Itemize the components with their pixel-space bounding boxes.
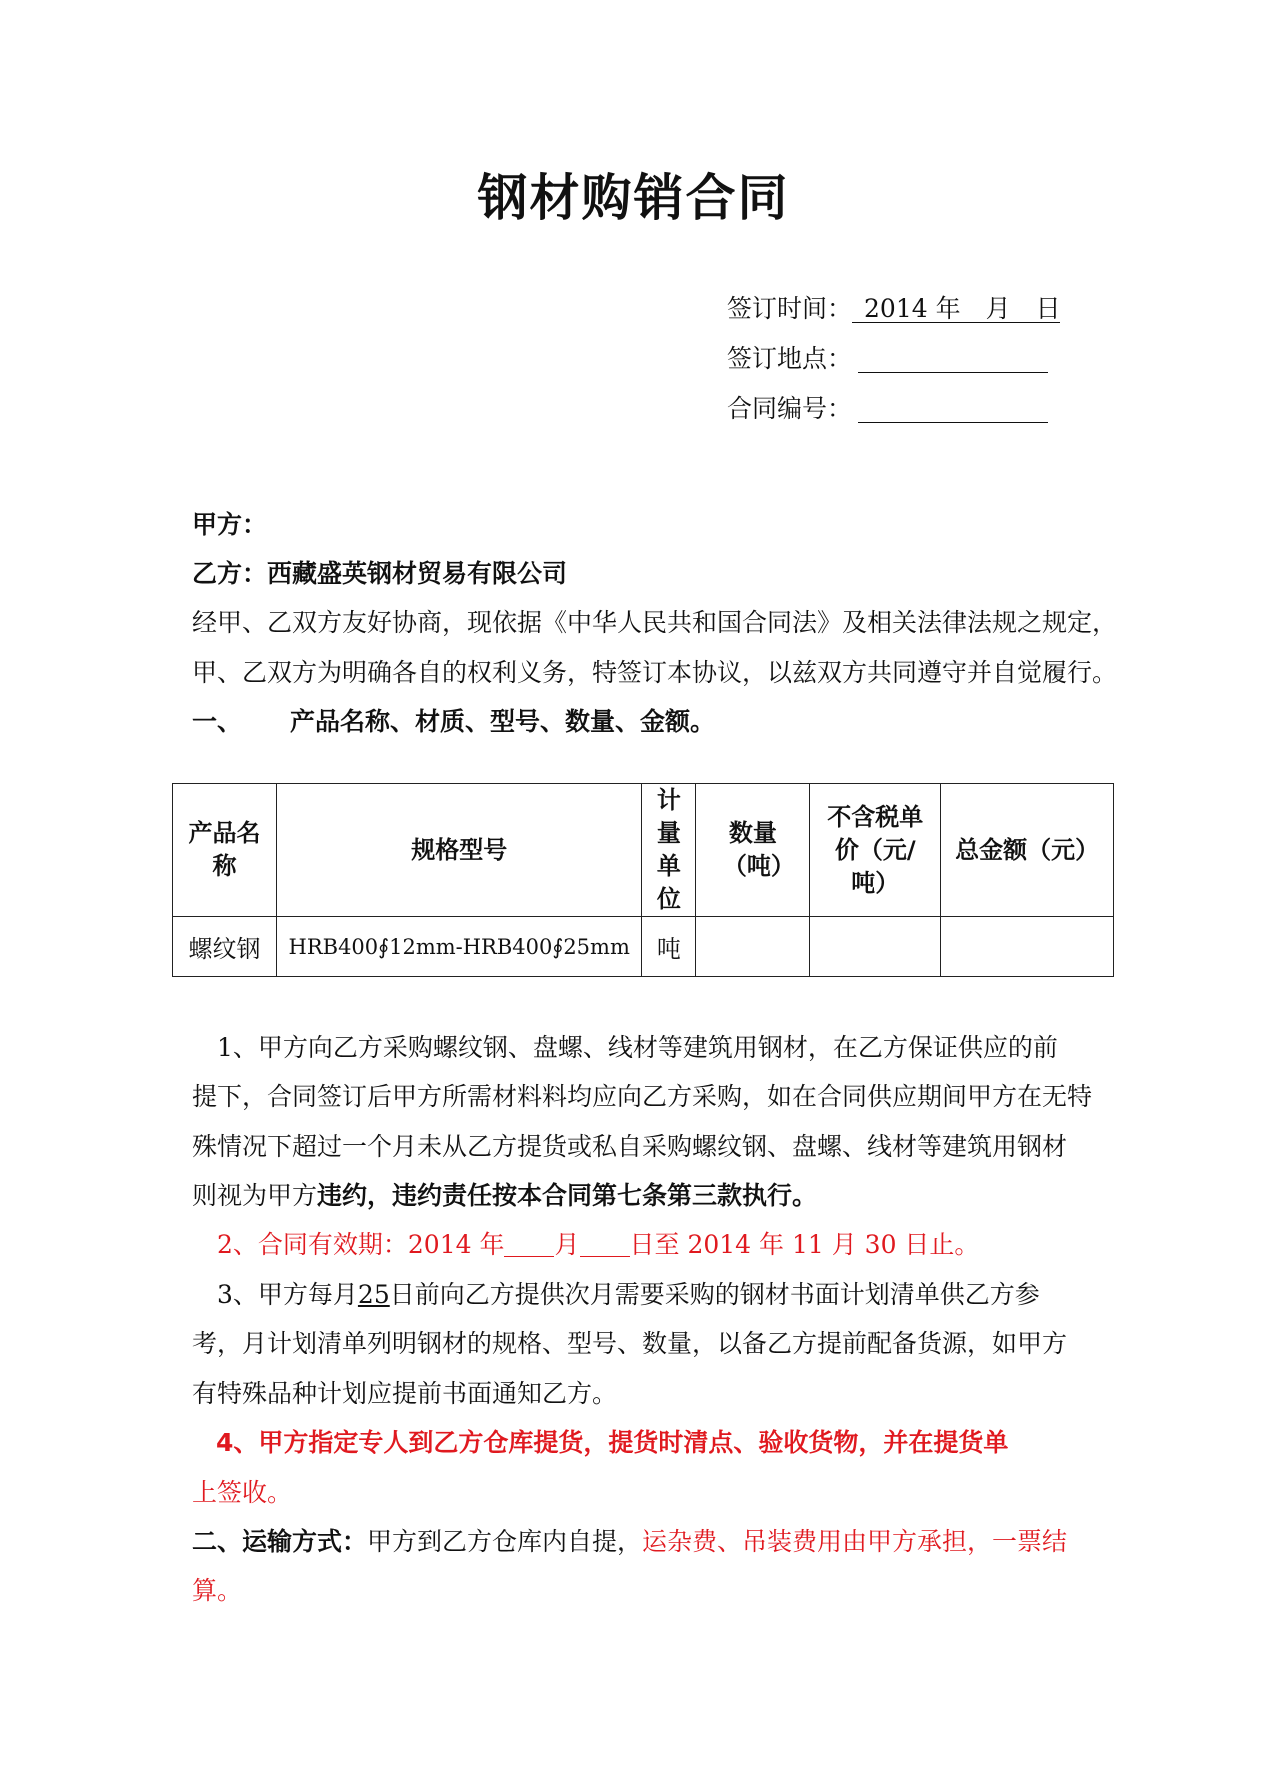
section-1-number: 一、 bbox=[192, 707, 243, 736]
party-b: 乙方：西藏盛英钢材贸易有限公司 bbox=[192, 559, 568, 588]
clause-2-prefix: 2、合同有效期：2014 年 bbox=[192, 1230, 505, 1259]
section-2-red-1: 运杂费、吊装费用由甲方承担，一票结 bbox=[642, 1527, 1068, 1556]
clause-3-day: 25 bbox=[357, 1280, 390, 1309]
cell-unit-price bbox=[810, 917, 941, 977]
sign-place-label: 签订地点： bbox=[727, 344, 853, 373]
intro-line-2: 甲、乙双方为明确各自的权利义务，特签订本协议，以兹双方共同遵守并自觉履行。 bbox=[192, 658, 1118, 687]
clause-1-line-1: 1、甲方向乙方采购螺纹钢、盘螺、线材等建筑用钢材，在乙方保证供应的前 bbox=[192, 1033, 1058, 1062]
section-2-label: 二、运输方式： bbox=[192, 1527, 368, 1556]
clause-3-line-2: 考，月计划清单列明钢材的规格、型号、数量，以备乙方提前配备货源，如甲方 bbox=[192, 1329, 1068, 1358]
cell-quantity bbox=[696, 917, 810, 977]
section-1-heading bbox=[192, 705, 715, 739]
header-unit-price: 不含税单价（元/吨） bbox=[810, 784, 941, 917]
clause-1-line-4 bbox=[192, 1179, 817, 1213]
header-quantity: 数量（吨） bbox=[696, 784, 810, 917]
section-1-title: 产品名称、材质、型号、数量、金额。 bbox=[290, 707, 716, 736]
clause-3-prefix: 3、甲方每月 bbox=[192, 1280, 358, 1309]
clause-3-line-3: 有特殊品种计划应提前书面通知乙方。 bbox=[192, 1379, 618, 1408]
section-2-line-2: 算。 bbox=[192, 1576, 243, 1605]
table-header-row bbox=[173, 784, 1114, 917]
clause-4-line-2: 上签收。 bbox=[192, 1478, 293, 1507]
cell-product: 螺纹钢 bbox=[173, 917, 277, 977]
clause-2-month: 月 bbox=[554, 1230, 580, 1259]
clause-1-plain: 则视为甲方 bbox=[192, 1181, 318, 1210]
clause-4-line-1: 4、甲方指定专人到乙方仓库提货，提货时清点、验收货物，并在提货单 bbox=[216, 1428, 1009, 1457]
party-a: 甲方： bbox=[192, 510, 268, 539]
clause-3-line-1 bbox=[192, 1278, 1040, 1312]
clause-2-month-blank bbox=[504, 1228, 554, 1257]
sign-place-blank bbox=[858, 342, 1048, 373]
section-2-plain: 甲方到乙方仓库内自提， bbox=[367, 1527, 643, 1556]
sign-place-row bbox=[727, 342, 1048, 376]
clause-3-rest: 日前向乙方提供次月需要采购的钢材书面计划清单供乙方参 bbox=[389, 1280, 1040, 1309]
table-row bbox=[173, 917, 1114, 977]
intro-line-1: 经甲、乙双方友好协商，现依据《中华人民共和国合同法》及相关法律法规之规定， bbox=[192, 608, 1118, 637]
section-2-line-1 bbox=[192, 1525, 1067, 1559]
header-spec: 规格型号 bbox=[276, 784, 641, 917]
contract-no-blank bbox=[858, 392, 1048, 423]
sign-time-row bbox=[727, 292, 1060, 326]
contract-no-row bbox=[727, 392, 1048, 426]
sign-time-label: 签订时间： bbox=[727, 294, 853, 323]
header-unit: 计量单位 bbox=[642, 784, 696, 917]
contract-no-label: 合同编号： bbox=[727, 394, 853, 423]
clause-2 bbox=[192, 1228, 979, 1262]
cell-total bbox=[941, 917, 1114, 977]
page-title: 钢材购销合同 bbox=[477, 169, 790, 227]
clause-1-breach: 违约，违约责任按本合同第七条第三款执行。 bbox=[317, 1181, 818, 1210]
clause-2-suffix: 日至 2014 年 11 月 30 日止。 bbox=[629, 1230, 980, 1259]
product-table bbox=[172, 783, 1114, 977]
sign-time-value: 2014 年 月 日 bbox=[852, 292, 1060, 323]
clause-2-day-blank bbox=[580, 1228, 630, 1257]
clause-1-line-2: 提下，合同签订后甲方所需材料料均应向乙方采购，如在合同供应期间甲方在无特 bbox=[192, 1082, 1093, 1111]
clause-1-line-3: 殊情况下超过一个月未从乙方提货或私自采购螺纹钢、盘螺、线材等建筑用钢材 bbox=[192, 1132, 1068, 1161]
cell-spec: HRB400∮12mm-HRB400∮25mm bbox=[276, 917, 641, 977]
header-total: 总金额（元） bbox=[941, 784, 1114, 917]
header-product-name: 产品名称 bbox=[173, 784, 277, 917]
cell-unit: 吨 bbox=[642, 917, 696, 977]
